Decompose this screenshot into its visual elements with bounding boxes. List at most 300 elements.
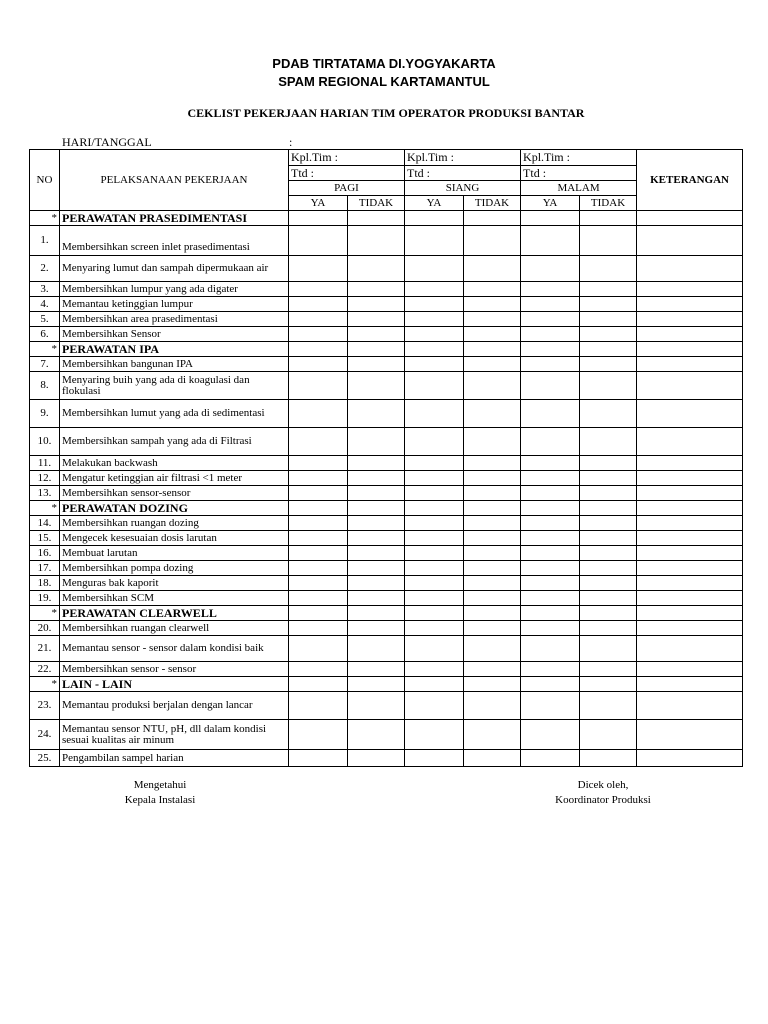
kpl-tim-siang: Kpl.Tim : (405, 150, 521, 166)
check-cell-ya-siang[interactable] (405, 720, 464, 750)
check-cell-ya-siang[interactable] (405, 531, 464, 546)
check-cell-tidak-malam[interactable] (580, 636, 637, 662)
check-cell-ya-malam[interactable] (521, 372, 580, 400)
signature-left-line1: Mengetahui (133, 779, 187, 791)
check-cell-tidak-malam[interactable] (580, 750, 637, 767)
check-cell-tidak-malam[interactable] (580, 486, 637, 501)
check-cell-ya-malam[interactable] (521, 561, 580, 576)
row-number: 1. (30, 226, 60, 256)
ttd-pagi: Ttd : (289, 166, 405, 181)
keterangan-cell[interactable] (637, 576, 743, 591)
check-cell-tidak-malam[interactable] (580, 428, 637, 456)
keterangan-cell[interactable] (637, 456, 743, 471)
check-cell-ya-siang[interactable] (405, 456, 464, 471)
check-cell-ya-malam[interactable] (521, 282, 580, 297)
check-cell-tidak-malam[interactable] (580, 256, 637, 282)
check-cell-ya-siang[interactable] (405, 357, 464, 372)
check-cell-tidak-pagi[interactable] (348, 372, 405, 400)
section-title: PERAWATAN PRASEDIMENTASI (60, 211, 289, 226)
empty-cell (464, 211, 521, 226)
check-cell-tidak-pagi[interactable] (348, 428, 405, 456)
check-cell-tidak-malam[interactable] (580, 720, 637, 750)
check-cell-tidak-siang[interactable] (464, 357, 521, 372)
check-cell-ya-malam[interactable] (521, 400, 580, 428)
check-cell-tidak-siang[interactable] (464, 516, 521, 531)
task-text: Menguras bak kaporit (60, 576, 289, 591)
signature-right (528, 778, 678, 808)
check-cell-ya-pagi[interactable] (289, 226, 348, 256)
check-cell-ya-siang[interactable] (405, 327, 464, 342)
keterangan-cell[interactable] (637, 546, 743, 561)
check-cell-ya-siang[interactable] (405, 561, 464, 576)
task-text: Memantau sensor - sensor dalam kondisi baik (60, 636, 289, 662)
section-title: PERAWATAN DOZING (60, 501, 289, 516)
check-cell-ya-siang[interactable] (405, 621, 464, 636)
check-cell-tidak-pagi[interactable] (348, 576, 405, 591)
task-text: Membersihkan SCM (60, 591, 289, 606)
check-cell-tidak-malam[interactable] (580, 561, 637, 576)
section-title: PERAWATAN CLEARWELL (60, 606, 289, 621)
check-cell-tidak-siang[interactable] (464, 486, 521, 501)
kpl-tim-pagi: Kpl.Tim : (289, 150, 405, 166)
keterangan-cell[interactable] (637, 428, 743, 456)
check-cell-tidak-siang[interactable] (464, 636, 521, 662)
check-cell-tidak-malam[interactable] (580, 372, 637, 400)
hari-tanggal-label: HARI/TANGGAL (62, 135, 152, 149)
empty-cell (580, 342, 637, 357)
check-cell-tidak-pagi[interactable] (348, 561, 405, 576)
check-cell-tidak-siang[interactable] (464, 400, 521, 428)
empty-cell (348, 606, 405, 621)
check-cell-tidak-pagi[interactable] (348, 591, 405, 606)
row-number: 7. (30, 357, 60, 372)
table-row (30, 662, 743, 677)
row-number: 10. (30, 428, 60, 456)
check-cell-tidak-pagi[interactable] (348, 636, 405, 662)
check-cell-ya-siang[interactable] (405, 471, 464, 486)
check-cell-ya-pagi[interactable] (289, 282, 348, 297)
signature-left-line2: Kepala Instalasi (124, 794, 196, 806)
row-number: 12. (30, 471, 60, 486)
check-cell-tidak-pagi[interactable] (348, 516, 405, 531)
check-cell-ya-pagi[interactable] (289, 372, 348, 400)
table-row (30, 226, 743, 256)
keterangan-cell[interactable] (637, 372, 743, 400)
check-cell-ya-malam[interactable] (521, 297, 580, 312)
check-cell-ya-malam[interactable] (521, 226, 580, 256)
table-row (30, 636, 743, 662)
check-cell-tidak-pagi[interactable] (348, 226, 405, 256)
keterangan-cell[interactable] (637, 282, 743, 297)
keterangan-cell[interactable] (637, 561, 743, 576)
check-cell-ya-siang[interactable] (405, 282, 464, 297)
kpl-tim-malam: Kpl.Tim : (521, 150, 637, 166)
check-cell-ya-pagi[interactable] (289, 400, 348, 428)
check-cell-tidak-malam[interactable] (580, 312, 637, 327)
check-cell-tidak-pagi[interactable] (348, 471, 405, 486)
check-cell-ya-malam[interactable] (521, 486, 580, 501)
check-cell-tidak-siang[interactable] (464, 561, 521, 576)
task-text: Pengambilan sampel harian (60, 750, 289, 767)
check-cell-ya-pagi[interactable] (289, 636, 348, 662)
check-cell-tidak-siang[interactable] (464, 282, 521, 297)
empty-cell (464, 606, 521, 621)
keterangan-cell[interactable] (637, 486, 743, 501)
check-cell-ya-siang[interactable] (405, 750, 464, 767)
check-cell-ya-siang[interactable] (405, 312, 464, 327)
empty-cell (289, 606, 348, 621)
check-cell-ya-siang[interactable] (405, 297, 464, 312)
check-cell-tidak-siang[interactable] (464, 327, 521, 342)
section-marker: * (30, 501, 60, 516)
task-text: Memantau ketinggian lumpur (60, 297, 289, 312)
check-cell-ya-malam[interactable] (521, 621, 580, 636)
row-number: 14. (30, 516, 60, 531)
check-cell-ya-siang[interactable] (405, 428, 464, 456)
check-cell-tidak-siang[interactable] (464, 750, 521, 767)
empty-cell (580, 606, 637, 621)
table-row (30, 372, 743, 400)
signature-right-line1: Dicek oleh, (577, 779, 629, 791)
check-cell-tidak-malam[interactable] (580, 400, 637, 428)
empty-cell (580, 211, 637, 226)
check-cell-tidak-malam[interactable] (580, 546, 637, 561)
check-cell-ya-siang[interactable] (405, 636, 464, 662)
signature-left (95, 778, 225, 808)
table-row (30, 576, 743, 591)
check-cell-tidak-malam[interactable] (580, 456, 637, 471)
check-cell-tidak-siang[interactable] (464, 471, 521, 486)
check-cell-ya-pagi[interactable] (289, 312, 348, 327)
task-text: Membersihkan Sensor (60, 327, 289, 342)
check-cell-ya-malam[interactable] (521, 327, 580, 342)
check-cell-ya-pagi[interactable] (289, 591, 348, 606)
check-cell-tidak-siang[interactable] (464, 621, 521, 636)
keterangan-cell[interactable] (637, 621, 743, 636)
check-cell-tidak-siang[interactable] (464, 531, 521, 546)
check-cell-ya-pagi[interactable] (289, 256, 348, 282)
check-cell-ya-malam[interactable] (521, 662, 580, 677)
task-text: Mengecek kesesuaian dosis larutan (60, 531, 289, 546)
check-cell-ya-siang[interactable] (405, 400, 464, 428)
check-cell-ya-pagi[interactable] (289, 486, 348, 501)
check-cell-ya-siang[interactable] (405, 226, 464, 256)
check-cell-ya-pagi[interactable] (289, 516, 348, 531)
task-text: Memantau produksi berjalan dengan lancar (60, 692, 289, 720)
row-number: 19. (30, 591, 60, 606)
checklist-body (30, 211, 743, 767)
empty-cell (521, 677, 580, 692)
empty-cell (289, 342, 348, 357)
table-row (30, 561, 743, 576)
tidak-siang: TIDAK (464, 196, 521, 211)
row-number: 3. (30, 282, 60, 297)
check-cell-ya-siang[interactable] (405, 662, 464, 677)
table-row (30, 621, 743, 636)
check-cell-tidak-pagi[interactable] (348, 486, 405, 501)
check-cell-tidak-pagi[interactable] (348, 720, 405, 750)
check-cell-ya-siang[interactable] (405, 591, 464, 606)
check-cell-ya-malam[interactable] (521, 576, 580, 591)
tidak-malam: TIDAK (580, 196, 637, 211)
row-number: 16. (30, 546, 60, 561)
section-row (30, 342, 743, 357)
table-row (30, 546, 743, 561)
check-cell-tidak-pagi[interactable] (348, 750, 405, 767)
col-header-keterangan: KETERANGAN (637, 150, 743, 211)
keterangan-cell[interactable] (637, 662, 743, 677)
check-cell-ya-pagi[interactable] (289, 297, 348, 312)
check-cell-ya-siang[interactable] (405, 546, 464, 561)
check-cell-tidak-pagi[interactable] (348, 662, 405, 677)
check-cell-ya-malam[interactable] (521, 456, 580, 471)
check-cell-ya-malam[interactable] (521, 636, 580, 662)
task-text: Membersihkan bangunan IPA (60, 357, 289, 372)
keterangan-cell[interactable] (637, 226, 743, 256)
org-name-line2: SPAM REGIONAL KARTAMANTUL (278, 74, 490, 89)
task-text: Membersihkan sensor-sensor (60, 486, 289, 501)
check-cell-tidak-siang[interactable] (464, 256, 521, 282)
empty-cell (405, 342, 464, 357)
check-cell-ya-pagi[interactable] (289, 456, 348, 471)
check-cell-ya-malam[interactable] (521, 720, 580, 750)
keterangan-cell[interactable] (637, 312, 743, 327)
empty-cell (348, 677, 405, 692)
check-cell-tidak-siang[interactable] (464, 428, 521, 456)
check-cell-ya-siang[interactable] (405, 692, 464, 720)
check-cell-ya-pagi[interactable] (289, 576, 348, 591)
table-row (30, 357, 743, 372)
check-cell-ya-pagi[interactable] (289, 621, 348, 636)
check-cell-ya-malam[interactable] (521, 591, 580, 606)
check-cell-ya-malam[interactable] (521, 312, 580, 327)
keterangan-cell[interactable] (637, 720, 743, 750)
check-cell-tidak-siang[interactable] (464, 662, 521, 677)
row-number: 5. (30, 312, 60, 327)
check-cell-tidak-siang[interactable] (464, 591, 521, 606)
check-cell-tidak-siang[interactable] (464, 576, 521, 591)
task-text: Mengatur ketinggian air filtrasi <1 meter (60, 471, 289, 486)
table-row (30, 516, 743, 531)
row-number: 17. (30, 561, 60, 576)
check-cell-tidak-pagi[interactable] (348, 456, 405, 471)
table-row (30, 486, 743, 501)
keterangan-cell[interactable] (637, 636, 743, 662)
section-marker: * (30, 211, 60, 226)
empty-cell (405, 606, 464, 621)
keterangan-cell[interactable] (637, 750, 743, 767)
row-number: 11. (30, 456, 60, 471)
empty-cell (464, 501, 521, 516)
check-cell-ya-pagi[interactable] (289, 662, 348, 677)
task-text: Membersihkan sensor - sensor (60, 662, 289, 677)
empty-cell (348, 211, 405, 226)
check-cell-ya-malam[interactable] (521, 428, 580, 456)
check-cell-ya-malam[interactable] (521, 357, 580, 372)
keterangan-cell[interactable] (637, 357, 743, 372)
check-cell-tidak-malam[interactable] (580, 576, 637, 591)
check-cell-tidak-malam[interactable] (580, 531, 637, 546)
empty-cell (348, 342, 405, 357)
table-row (30, 327, 743, 342)
check-cell-tidak-pagi[interactable] (348, 546, 405, 561)
check-cell-tidak-siang[interactable] (464, 372, 521, 400)
row-number: 15. (30, 531, 60, 546)
table-row (30, 720, 743, 750)
check-cell-tidak-pagi[interactable] (348, 621, 405, 636)
section-title: PERAWATAN IPA (60, 342, 289, 357)
check-cell-ya-malam[interactable] (521, 750, 580, 767)
keterangan-cell[interactable] (637, 327, 743, 342)
check-cell-ya-pagi[interactable] (289, 546, 348, 561)
section-marker: * (30, 342, 60, 357)
check-cell-ya-pagi[interactable] (289, 428, 348, 456)
check-cell-tidak-pagi[interactable] (348, 357, 405, 372)
empty-cell (637, 501, 743, 516)
check-cell-tidak-pagi[interactable] (348, 531, 405, 546)
check-cell-tidak-pagi[interactable] (348, 256, 405, 282)
keterangan-cell[interactable] (637, 471, 743, 486)
empty-cell (464, 677, 521, 692)
check-cell-ya-malam[interactable] (521, 531, 580, 546)
check-cell-tidak-malam[interactable] (580, 662, 637, 677)
keterangan-cell[interactable] (637, 400, 743, 428)
check-cell-tidak-malam[interactable] (580, 282, 637, 297)
checklist-table (29, 149, 743, 767)
check-cell-ya-siang[interactable] (405, 576, 464, 591)
check-cell-ya-pagi[interactable] (289, 471, 348, 486)
empty-cell (521, 342, 580, 357)
check-cell-tidak-siang[interactable] (464, 226, 521, 256)
check-cell-tidak-pagi[interactable] (348, 692, 405, 720)
check-cell-tidak-malam[interactable] (580, 471, 637, 486)
check-cell-ya-pagi[interactable] (289, 531, 348, 546)
table-row (30, 312, 743, 327)
check-cell-tidak-malam[interactable] (580, 297, 637, 312)
org-name-line1: PDAB TIRTATAMA DI.YOGYAKARTA (272, 56, 496, 71)
check-cell-tidak-pagi[interactable] (348, 312, 405, 327)
tidak-pagi: TIDAK (348, 196, 405, 211)
check-cell-ya-siang[interactable] (405, 486, 464, 501)
check-cell-ya-pagi[interactable] (289, 692, 348, 720)
ya-pagi: YA (289, 196, 348, 211)
check-cell-ya-malam[interactable] (521, 256, 580, 282)
section-row (30, 677, 743, 692)
check-cell-ya-malam[interactable] (521, 546, 580, 561)
check-cell-tidak-malam[interactable] (580, 327, 637, 342)
task-text: Membuat larutan (60, 546, 289, 561)
row-number: 24. (30, 720, 60, 750)
check-cell-tidak-malam[interactable] (580, 692, 637, 720)
task-text: Membersihkan screen inlet prasedimentasi (60, 226, 289, 256)
table-row (30, 692, 743, 720)
section-marker: * (30, 606, 60, 621)
table-row (30, 400, 743, 428)
check-cell-tidak-siang[interactable] (464, 720, 521, 750)
table-row (30, 456, 743, 471)
row-number: 13. (30, 486, 60, 501)
task-text: Menyaring lumut dan sampah dipermukaan air (60, 256, 289, 282)
check-cell-ya-pagi[interactable] (289, 720, 348, 750)
check-cell-tidak-siang[interactable] (464, 312, 521, 327)
empty-cell (637, 342, 743, 357)
ya-siang: YA (405, 196, 464, 211)
empty-cell (521, 501, 580, 516)
check-cell-ya-pagi[interactable] (289, 357, 348, 372)
keterangan-cell[interactable] (637, 591, 743, 606)
row-number: 2. (30, 256, 60, 282)
check-cell-ya-siang[interactable] (405, 516, 464, 531)
empty-cell (405, 677, 464, 692)
check-cell-tidak-pagi[interactable] (348, 327, 405, 342)
section-row (30, 211, 743, 226)
empty-cell (289, 211, 348, 226)
check-cell-ya-pagi[interactable] (289, 327, 348, 342)
empty-cell (580, 501, 637, 516)
task-text: Melakukan backwash (60, 456, 289, 471)
row-number: 18. (30, 576, 60, 591)
check-cell-tidak-pagi[interactable] (348, 297, 405, 312)
row-number: 9. (30, 400, 60, 428)
row-number: 4. (30, 297, 60, 312)
hari-tanggal-colon: : (289, 135, 293, 149)
task-text: Membersihkan sampah yang ada di Filtrasi (60, 428, 289, 456)
check-cell-tidak-siang[interactable] (464, 456, 521, 471)
ttd-siang: Ttd : (405, 166, 521, 181)
check-cell-tidak-pagi[interactable] (348, 282, 405, 297)
keterangan-cell[interactable] (637, 531, 743, 546)
check-cell-ya-pagi[interactable] (289, 561, 348, 576)
check-cell-ya-siang[interactable] (405, 256, 464, 282)
check-cell-tidak-malam[interactable] (580, 516, 637, 531)
check-cell-ya-pagi[interactable] (289, 750, 348, 767)
empty-cell (289, 677, 348, 692)
check-cell-tidak-siang[interactable] (464, 546, 521, 561)
check-cell-tidak-pagi[interactable] (348, 400, 405, 428)
check-cell-ya-malam[interactable] (521, 516, 580, 531)
task-text: Membersihkan ruangan clearwell (60, 621, 289, 636)
check-cell-ya-siang[interactable] (405, 372, 464, 400)
keterangan-cell[interactable] (637, 516, 743, 531)
table-row (30, 282, 743, 297)
table-row (30, 428, 743, 456)
table-row (30, 471, 743, 486)
section-marker: * (30, 677, 60, 692)
row-number: 20. (30, 621, 60, 636)
task-text: Membersihkan pompa dozing (60, 561, 289, 576)
keterangan-cell[interactable] (637, 297, 743, 312)
check-cell-tidak-siang[interactable] (464, 692, 521, 720)
check-cell-tidak-siang[interactable] (464, 297, 521, 312)
table-row (30, 297, 743, 312)
check-cell-tidak-malam[interactable] (580, 591, 637, 606)
empty-cell (405, 501, 464, 516)
keterangan-cell[interactable] (637, 256, 743, 282)
check-cell-tidak-malam[interactable] (580, 226, 637, 256)
task-text: Membersihkan lumut yang ada di sedimentasi (60, 400, 289, 428)
signature-right-line2: Koordinator Produksi (555, 794, 651, 806)
row-number: 23. (30, 692, 60, 720)
check-cell-ya-malam[interactable] (521, 692, 580, 720)
row-number: 8. (30, 372, 60, 400)
empty-cell (405, 211, 464, 226)
keterangan-cell[interactable] (637, 692, 743, 720)
row-number: 21. (30, 636, 60, 662)
check-cell-tidak-malam[interactable] (580, 357, 637, 372)
table-row (30, 591, 743, 606)
check-cell-ya-malam[interactable] (521, 471, 580, 486)
check-cell-tidak-malam[interactable] (580, 621, 637, 636)
